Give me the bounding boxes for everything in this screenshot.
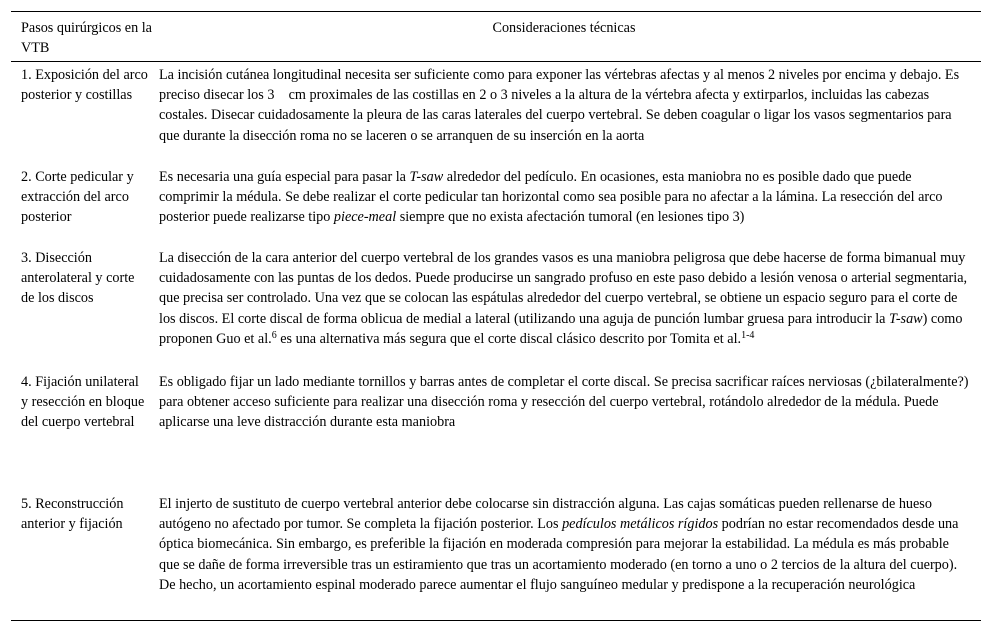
table-bottom-rule: [11, 620, 981, 621]
consideration-cell: Es obligado fijar un lado mediante tornillos y barras antes de completar el corte discal. Se precisa sacrificar raíces nerviosas (¿bilateralmente?) para obtener acceso suficiente para realizar una disección roma y resección del cuerpo vertebral, rotándolo alrededor de la médula. Puede aplicarse una leve distracción durante esta maniobra: [159, 374, 969, 431]
step-cell: 1. Exposición del arco posterior y costillas: [21, 67, 148, 104]
header-bottom-rule: [11, 61, 981, 62]
consideration-cell: Es necesaria una guía especial para pasar la T-saw alrededor del pedículo. En ocasiones, esta maniobra no es posible dado que puede comprimir la médula. Se debe realizar el corte pedicular tan horizontal como sea posible para no afectar a la lámina. La resección del arco posterior puede realizarse tipo piece-meal siempre que no exista afectación tumoral (en lesiones tipo 3): [159, 169, 943, 226]
step-cell: 2. Corte pedicular y extracción del arco posterior: [21, 169, 134, 226]
header-considerations: Consideraciones técnicas: [492, 20, 636, 36]
consideration-cell: El injerto de sustituto de cuerpo vertebral anterior debe colocarse sin distracción alguna. Las cajas somáticas pueden rellenarse de hueso autógeno no afectado por tumor. Se completa la fijación posterior. Los pedículos metálicos rígidos podrían no estar recomendados desde una óptica biomecánica. Sin embargo, es preferible la fijación en moderada compresión para mejorar la estabilidad. La médula es más probable que se dañe de forma irreversible tras un estiramiento que tras un acortamiento moderado (en torno a uno o 2 tercios de la altura del cuerpo). De hecho, un acortamiento espinal moderado parece aumentar el flujo sanguíneo medular y predispone a la recuperación neurológica: [159, 496, 959, 593]
citation-6: 6: [271, 329, 277, 341]
citation-1-4: 1-4: [741, 329, 755, 341]
consideration-cell: La incisión cutánea longitudinal necesita ser suficiente como para exponer las vértebras afectas y al menos 2 niveles por encima y debajo. Es preciso disecar los 3 cm proximales de las costillas en 2 o 3 niveles a la altura de la vértebra afecta y extirparlos, incluidas las cabezas costales. Disecar cuidadosamente la pleura de las caras laterales del cuerpo vertebral. Se deben coagular o ligar los vasos segmentarios para que durante la disección roma no se laceren o se arranquen de su inserción en la aorta: [159, 67, 960, 144]
step-cell: 5. Reconstrucción anterior y fijación: [21, 496, 124, 533]
consideration-cell: La disección de la cara anterior del cuerpo vertebral de los grandes vasos es una maniobra peligrosa que debe hacerse de forma bimanual muy cuidadosamente con las puntas de los dedos. Puede producirse un sangrado profuso en este paso debido a lesión venosa o arterial segmentaria, que precisa ser controlado. Una vez que se colocan las espátulas alrededor del cuerpo vertebral, se obtiene un espacio seguro para el corte de los discos. El corte discal de forma oblicua de medial a lateral (utilizando una aguja de punción lumbar gruesa para introducir la T-saw) como proponen Guo et al.$^6$ es una alternativa más segura que el corte discal clásico descrito por Tomita et al.$^{1-4}$: [159, 250, 968, 347]
table-top-rule: [11, 11, 981, 12]
header-steps: Pasos quirúrgicos en la VTB: [21, 20, 152, 56]
step-cell: 4. Fijación unilateral y resección en bloque del cuerpo vertebral: [21, 374, 145, 431]
step-cell: 3. Disección anterolateral y corte de los discos: [21, 250, 135, 307]
